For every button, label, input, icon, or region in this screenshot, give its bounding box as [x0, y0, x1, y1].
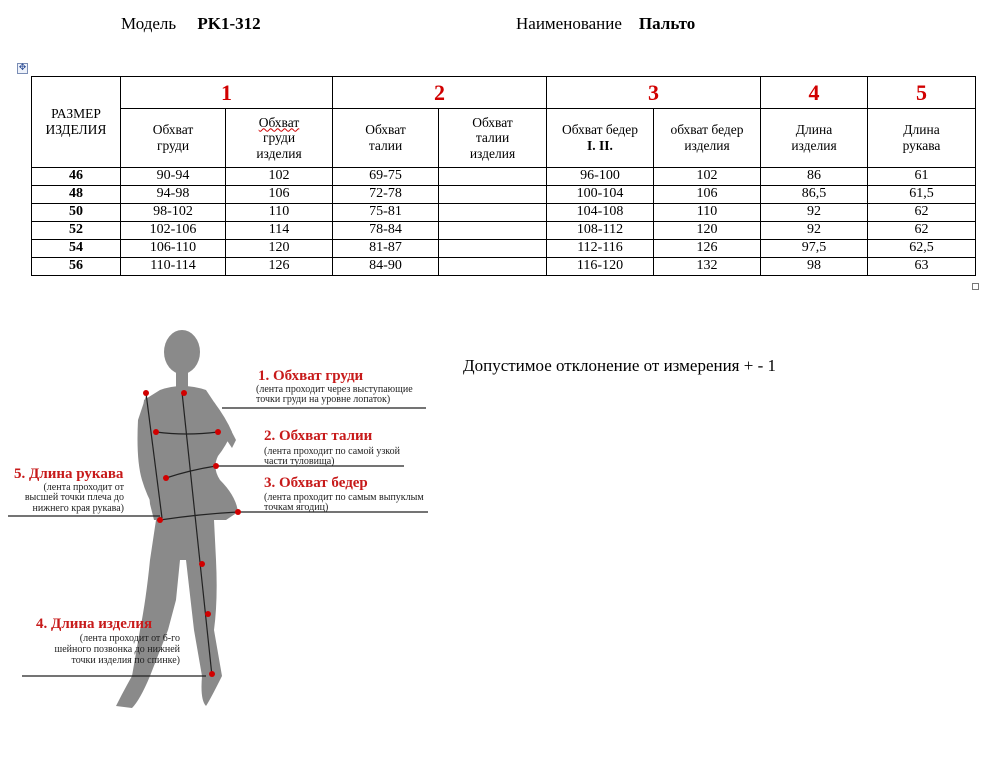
table-cell: 84-90 [333, 258, 439, 276]
table-row [32, 168, 976, 186]
table-cell: 102-106 [121, 222, 226, 240]
table-cell: 120 [226, 240, 333, 258]
table-cell: 62,5 [868, 240, 976, 258]
table-cell: 62 [868, 204, 976, 222]
table-cell: 110-114 [121, 258, 226, 276]
column-header: Длина рукава [868, 109, 976, 168]
table-cell: 61 [868, 168, 976, 186]
label-length-note: (лента проходит от 6-го [79, 633, 180, 644]
size-cell: 48 [32, 186, 121, 204]
label-chest-title: 1. Обхват груди [258, 368, 364, 384]
table-cell: 132 [654, 258, 761, 276]
label-waist-title: 2. Обхват талии [264, 428, 373, 444]
table-cell: 102 [226, 168, 333, 186]
size-header-cell: РАЗМЕР ИЗДЕЛИЯ [32, 77, 121, 168]
table-cell: 92 [761, 204, 868, 222]
label-hip-note: (лента проходит по самым выпуклым [264, 492, 424, 503]
table-cell: 116-120 [547, 258, 654, 276]
table-cell: 90-94 [121, 168, 226, 186]
size-cell: 56 [32, 258, 121, 276]
name-label: Наименование [516, 14, 622, 33]
table-cell [439, 258, 547, 276]
table-cell: 104-108 [547, 204, 654, 222]
table-row [32, 186, 976, 204]
table-cell: 126 [654, 240, 761, 258]
measurement-figure [0, 300, 460, 720]
table-cell: 81-87 [333, 240, 439, 258]
table-row [32, 258, 976, 276]
label-sleeve-note: нижнего края рукава) [32, 503, 124, 514]
table-cell: 120 [654, 222, 761, 240]
table-cell: 62 [868, 222, 976, 240]
table-cell: 72-78 [333, 186, 439, 204]
label-hip-note: точкам ягодиц) [264, 502, 329, 513]
column-header: Обхват груди изделия [226, 109, 333, 168]
group-header: 2 [333, 77, 547, 109]
table-cell: 108-112 [547, 222, 654, 240]
table-cell: 102 [654, 168, 761, 186]
table-cell: 86 [761, 168, 868, 186]
table-cell: 126 [226, 258, 333, 276]
table-move-handle-icon[interactable]: ✥ [18, 63, 27, 73]
table-cell: 110 [654, 204, 761, 222]
name-value: Пальто [638, 14, 696, 33]
column-header: Длина изделия [761, 109, 868, 168]
table-cell: 61,5 [868, 186, 976, 204]
label-sleeve-note: высшей точки плеча до [24, 492, 124, 503]
group-header: 1 [121, 77, 333, 109]
table-cell: 69-75 [333, 168, 439, 186]
table-cell: 98 [761, 258, 868, 276]
table-row [32, 240, 976, 258]
table-cell: 97,5 [761, 240, 868, 258]
label-sleeve-note: (лента проходит от [43, 482, 124, 493]
group-header: 4 [761, 77, 868, 109]
table-cell: 96-100 [547, 168, 654, 186]
table-cell: 78-84 [333, 222, 439, 240]
name-header [516, 14, 695, 34]
table-row [32, 222, 976, 240]
column-header: Обхват бедер I. II. [547, 109, 654, 168]
size-cell: 54 [32, 240, 121, 258]
column-header: Обхват груди [121, 109, 226, 168]
table-cell: 110 [226, 204, 333, 222]
label-length-title: 4. Длина изделия [36, 616, 153, 632]
label-waist-note: части туловища) [264, 456, 335, 467]
table-cell: 106 [226, 186, 333, 204]
tolerance-note: Допустимое отклонение от измерения + - 1 [463, 356, 776, 375]
label-sleeve-title: 5. Длина рукава [14, 466, 124, 482]
table-cell: 100-104 [547, 186, 654, 204]
column-header: Обхват талии [333, 109, 439, 168]
table-cell: 86,5 [761, 186, 868, 204]
table-resize-handle[interactable] [972, 283, 979, 290]
table-cell: 106 [654, 186, 761, 204]
size-cell: 46 [32, 168, 121, 186]
group-header: 5 [868, 77, 976, 109]
table-cell [439, 168, 547, 186]
model-value: PK1-312 [197, 14, 261, 33]
table-cell: 92 [761, 222, 868, 240]
label-length-note: точки изделия по спинке) [71, 655, 180, 666]
label-hip-title: 3. Обхват бедер [264, 475, 368, 491]
model-label: Модель [121, 14, 177, 33]
table-cell [439, 222, 547, 240]
model-header [121, 14, 261, 34]
group-header: 3 [547, 77, 761, 109]
table-cell [439, 240, 547, 258]
table-cell [439, 204, 547, 222]
label-chest-note: (лента проходит через выступающие [256, 384, 413, 395]
size-cell: 50 [32, 204, 121, 222]
table-cell: 112-116 [547, 240, 654, 258]
table-cell: 106-110 [121, 240, 226, 258]
column-header: Обхват талии изделия [439, 109, 547, 168]
table-cell: 114 [226, 222, 333, 240]
table-cell: 94-98 [121, 186, 226, 204]
table-cell: 75-81 [333, 204, 439, 222]
size-cell: 52 [32, 222, 121, 240]
label-chest-note: точки груди на уровне лопаток) [256, 394, 391, 405]
size-table [31, 76, 976, 276]
table-row [32, 204, 976, 222]
table-cell: 98-102 [121, 204, 226, 222]
label-length-note: шейного позвонка до нижней [54, 644, 180, 655]
label-waist-note: (лента проходит по самой узкой [264, 446, 400, 457]
table-cell [439, 186, 547, 204]
table-cell: 63 [868, 258, 976, 276]
column-header: обхват бедер изделия [654, 109, 761, 168]
